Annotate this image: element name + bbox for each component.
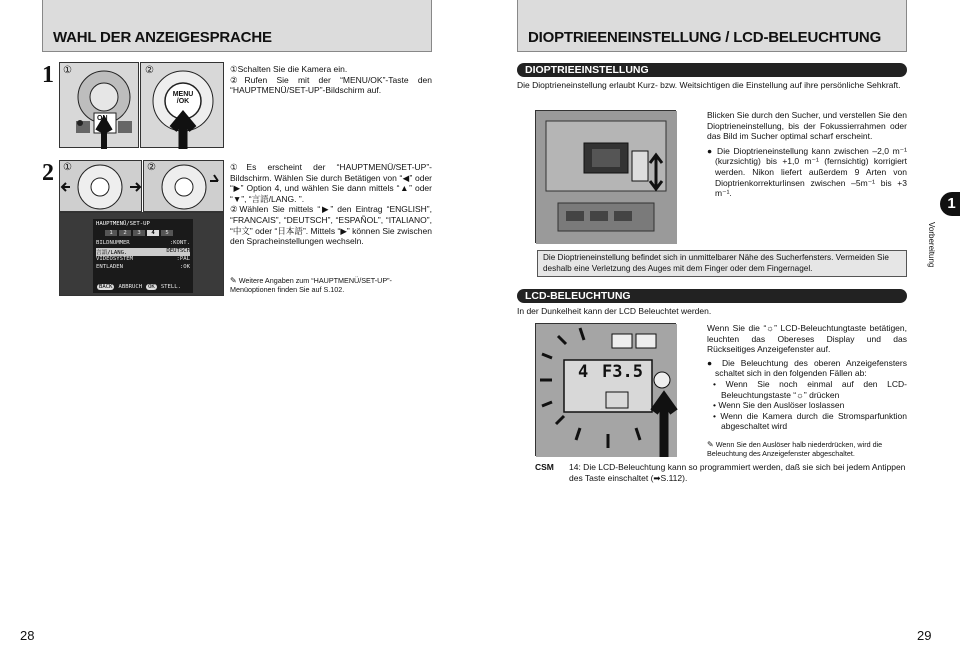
lcd-note-text: Wenn Sie den Auslöser halb niederdrücken, wird die Beleuchtung des Anzeigefenster abgeschaltet. xyxy=(707,440,883,458)
chapter-tab: 1 xyxy=(940,192,960,216)
lcd-instruction-text: Wenn Sie die “☼” LCD-Beleuchtungtaste betätigen, leuchten das Obereses Display und das Rückseitiges Anzeigefenster auf. xyxy=(707,323,907,355)
setup-row-selected[interactable]: 言語/LANG. DEUTSCH xyxy=(96,248,190,256)
setup-tab-4[interactable]: 4 xyxy=(147,230,159,236)
right-page-title: DIOPTRIEENEINSTELLUNG / LCD-BELEUCHTUNG xyxy=(528,29,882,46)
diopter-warning-box: Die Dioptrieneinstellung befindet sich in unmittelbarer Nähe des Sucherfensters. Vermeiden Sie deshalb eine Verletzung des Auges mit dem Finger oder dem Fingernagel. xyxy=(537,250,907,277)
step-2-text-2: ②Wählen Sie mittels “▶” den Eintrag “ENGLISH”, “FRANCAIS”, “DEUTSCH”, “ESPAÑOL”, “ITALIANO”, “中文” oder “日本語”. Mittels “▶” können Sie zwischen den Spracheinstellungen wechseln. xyxy=(230,204,432,247)
step-2-photo-selector-2 xyxy=(143,160,224,212)
diopter-intro: Die Dioptrieneinstellung erlaubt Kurz- bzw. Weitsichtigen die Einstellung auf ihre persönliche Sehkraft. xyxy=(517,80,901,90)
left-page xyxy=(0,0,475,664)
step-2-text-1: ①Es erscheint der “HAUPTMENÜ/SET-UP”-Bildschirm. Wählen Sie durch Betätigen von “◀” oder “▶” Option 4, und wählen Sie dann mittels “▲” oder “▼”, “言語/LANG. ”. xyxy=(230,162,432,204)
setup-tab-2[interactable]: 2 xyxy=(119,230,131,236)
back-key[interactable]: BACK xyxy=(99,284,113,290)
setup-row[interactable]: VIDEOSYSTEM :PAL xyxy=(96,256,190,262)
back-label: ABBRUCH xyxy=(118,284,143,290)
lcd-bullet-main: ● Die Beleuchtung des oberen Anzeigefensters schaltet sich in den folgenden Fällen ab: xyxy=(707,357,907,379)
power-switch-illustration xyxy=(60,63,140,149)
setup-tab-3[interactable]: 3 xyxy=(133,230,145,236)
setup-menu-tabs xyxy=(105,230,173,236)
step-1-circle-2: ② xyxy=(145,65,154,76)
csm-label: CSM xyxy=(535,462,554,472)
memo-icon: ✎ xyxy=(230,276,237,285)
step-2-number: 2 xyxy=(42,160,54,186)
top-display-illustration xyxy=(536,324,677,457)
lcd-sub-bullet: • Wenn Sie den Auslöser loslassen xyxy=(713,400,845,411)
diopter-instructions xyxy=(707,110,907,199)
diopter-range-bullet: ● Die Dioptrieneinstellung kann zwischen –2,0 m⁻¹ (kurzsichtig) bis +1,0 m⁻¹ (fernsichtig) korrigiert werden. Nikon liefert außerdem 9 Arten von Dioptrienkorrekturlinsen zwischen –5m⁻¹ bis +3 m⁻¹. xyxy=(707,145,907,199)
diopter-instruction-text: Blicken Sie durch den Sucher, und verstellen Sie den Dioptrieneinstellung, bis der Fokussierrahmen oder das Bild im Sucher optimal scharf erscheint. xyxy=(707,110,907,142)
step-1-text-2: ②Rufen Sie mit der “MENU/OK”-Taste den “HAUPTMENÜ/SET-UP”-Bildschirm auf. xyxy=(230,74,432,96)
step-1-photo-menu-button xyxy=(140,62,224,148)
step-2-instructions xyxy=(230,162,432,247)
ok-key[interactable]: OK xyxy=(148,284,155,290)
right-page xyxy=(475,0,956,664)
diopter-section-title: DIOPTRIEEINSTELLUNG xyxy=(517,63,907,77)
setup-menu-screen xyxy=(59,212,224,296)
lcd-note xyxy=(707,440,907,458)
lcd-intro: In der Dunkelheit kann der LCD Beleuchtet werden. xyxy=(517,306,712,316)
viewfinder-illustration xyxy=(536,111,677,244)
lcd-readout-aperture: F3.5 xyxy=(602,362,643,382)
menu-ok-label: MENU /OK xyxy=(172,91,194,105)
step-1-circle-1: ① xyxy=(63,65,72,76)
right-page-number: 29 xyxy=(917,628,932,643)
left-header xyxy=(42,0,432,52)
lcd-instructions xyxy=(707,323,907,432)
step-2-note-text: Weitere Angaben zum “HAUPTMENÜ/SET-UP”-Menüoptionen finden Sie auf S.102. xyxy=(230,276,392,294)
setup-menu-rows xyxy=(96,240,190,272)
diopter-photo xyxy=(535,110,676,243)
lcd-photo xyxy=(535,323,676,456)
setup-menu-title: HAUPTMENÜ/SET-UP xyxy=(96,221,150,227)
step-2-photo-selector-1 xyxy=(59,160,142,212)
setup-tab-5[interactable]: 5 xyxy=(161,230,173,236)
step-1-number: 1 xyxy=(42,62,54,88)
setup-menu-footer xyxy=(97,284,181,290)
lcd-sub-bullet: • Wenn Sie noch einmal auf den LCD-Beleuchtungstaste “☼” drücken xyxy=(713,378,907,400)
step-1-instructions xyxy=(230,64,432,96)
step-2-circle-1: ① xyxy=(63,162,72,173)
on-label: ON xyxy=(97,115,108,122)
setup-row[interactable]: BILDNUMMER :KONT. xyxy=(96,240,190,246)
left-page-title: WAHL DER ANZEIGESPRACHE xyxy=(53,29,272,46)
selector-left-right-illustration xyxy=(60,161,143,213)
step-1-text-1: ①Schalten Sie die Kamera ein. xyxy=(230,64,348,74)
lcd-sub-bullet: • Wenn die Kamera durch die Stromsparfunktion abgeschaltet wird xyxy=(713,410,907,432)
chapter-label: Vorbereitung xyxy=(927,222,936,268)
step-1-photo-power-switch xyxy=(59,62,139,148)
step-2-note xyxy=(230,276,432,294)
lcd-readout-frame-count: 4 xyxy=(578,362,589,382)
right-header xyxy=(517,0,907,52)
selector-up-down-illustration xyxy=(144,161,225,213)
lcd-section-title: LCD-BELEUCHTUNG xyxy=(517,289,907,303)
setup-tab-1[interactable]: 1 xyxy=(105,230,117,236)
setup-row[interactable]: ENTLADEN :OK xyxy=(96,264,190,270)
left-page-number: 28 xyxy=(20,628,35,643)
csm-text: 14: Die LCD-Beleuchtung kann so programmiert werden, daß sie sich bei jedem Antippen des Taste einschaltet (➡S.112). xyxy=(569,462,906,483)
step-2-circle-2: ② xyxy=(147,162,156,173)
csm-line xyxy=(535,462,907,483)
memo-icon: ✎ xyxy=(707,440,714,449)
ok-label: STELL. xyxy=(160,284,182,290)
